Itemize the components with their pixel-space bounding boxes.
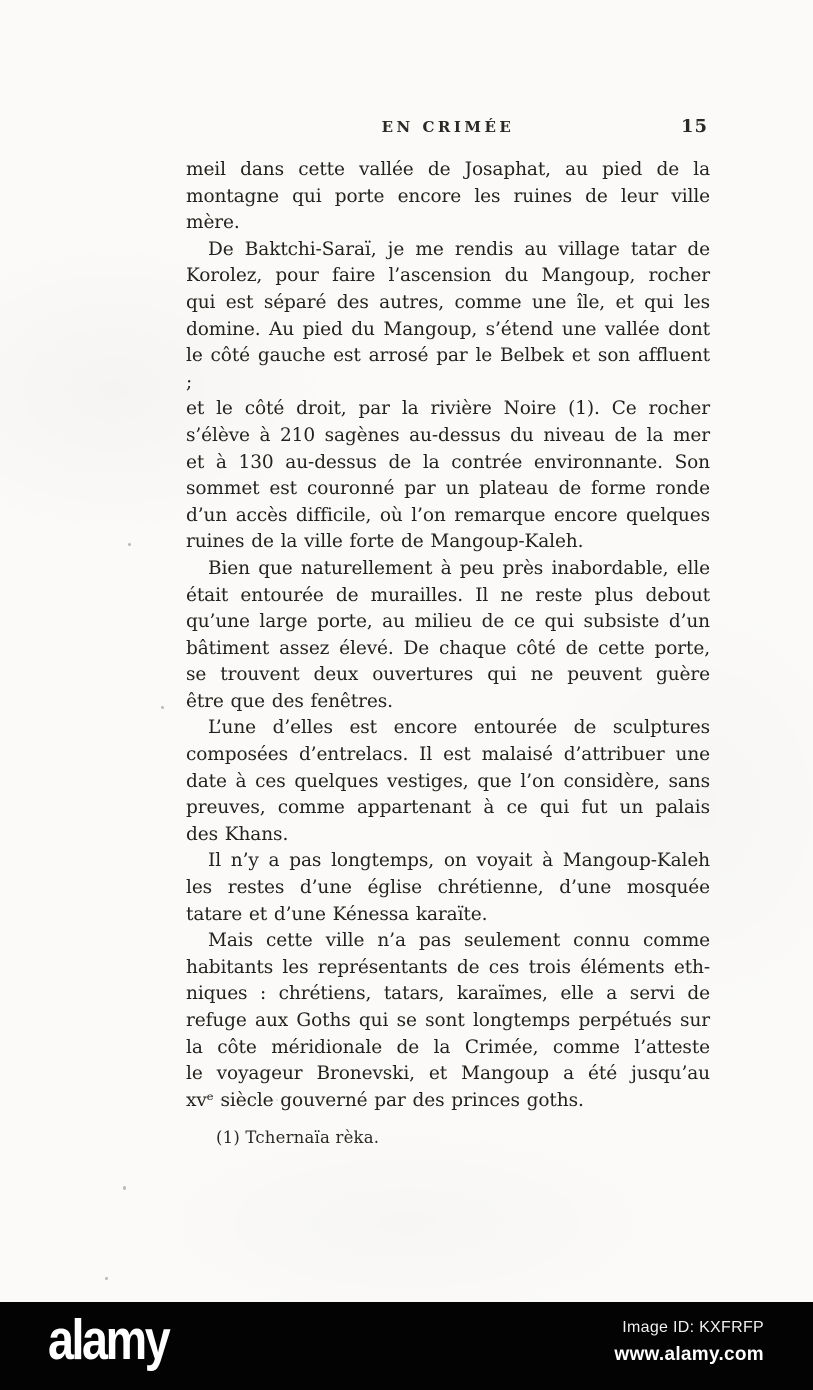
text-line: xvᵉ siècle gouverné par des princes goths.: [186, 1089, 584, 1111]
text-line: L’une d’elles est encore entourée de sculptures: [208, 717, 710, 739]
footnote: (1) Tchernaïa rèka.: [216, 1128, 380, 1147]
text-line: était entourée de murailles. Il ne reste plus debout: [186, 584, 710, 606]
text-line: être que des fenêtres.: [186, 690, 393, 712]
text-line: composées d’entrelacs. Il est malaisé d’attribuer une: [186, 744, 710, 766]
text-line: mère.: [186, 212, 240, 234]
text-line: De Baktchi-Saraï, je me rendis au village tatar de: [208, 238, 710, 260]
text-line: bâtiment assez élevé. De chaque côté de cette porte,: [186, 637, 710, 659]
text-line: refuge aux Goths qui se sont longtemps perpétués sur: [186, 1010, 710, 1031]
text-line: qu’une large porte, au milieu de ce qui subsiste d’un: [186, 611, 710, 633]
text-line: Bien que naturellement à peu près inabordable, elle: [208, 557, 710, 579]
text-line: s’élève à 210 sagènes au-dessus du niveau de la mer: [186, 424, 710, 446]
body-text: [186, 157, 710, 1114]
watermark-bar: [0, 1302, 813, 1390]
text-line: le côté gauche est arrosé par le Belbek et son affluent ;: [186, 345, 710, 393]
running-header-title: EN CRIMÉE: [381, 118, 515, 136]
scan-speck: [105, 1277, 108, 1280]
page-number: 15: [680, 116, 708, 137]
text-line: Korolez, pour faire l’ascension du Mangoup, rocher: [186, 265, 710, 287]
text-line: la côte méridionale de la Crimée, comme l’atteste: [186, 1036, 710, 1058]
scan-speck: [128, 543, 131, 546]
text-line: tatare et d’une Kénessa karaïte.: [186, 903, 488, 925]
scan-speck: [123, 1186, 126, 1190]
text-line: les restes d’une église chrétienne, d’une mosquée: [186, 877, 710, 899]
watermark-info: [614, 1319, 764, 1366]
footnote-separator-smudge: [220, 1099, 278, 1101]
text-line: niques : chrétiens, tatars, karaïmes, elle a servi de: [186, 983, 710, 1005]
text-line: et à 130 au-dessus de la contrée environnante. Son: [186, 451, 710, 473]
text-line: Il n’y a pas longtemps, on voyait à Mangoup-Kaleh: [208, 850, 710, 872]
alamy-url-text: www.alamy.com: [614, 1344, 764, 1365]
text-line: montagne qui porte encore les ruines de leur ville: [186, 185, 710, 207]
running-header: [186, 118, 710, 138]
image-id-text: Image ID: KXFRFP: [622, 1319, 764, 1336]
text-line: date à ces quelques vestiges, que l’on considère, sans: [186, 770, 710, 792]
text-line: des Khans.: [186, 823, 289, 845]
text-line: sommet est couronné par un plateau de forme ronde: [186, 478, 710, 500]
text-line: se trouvent deux ouvertures qui ne peuvent guère: [186, 664, 710, 686]
text-line: habitants les représentants de ces trois éléments eth-: [186, 956, 710, 978]
text-line: domine. Au pied du Mangoup, s’étend une vallée dont: [186, 318, 710, 340]
scan-speck: [161, 706, 164, 709]
text-line: Mais cette ville n’a pas seulement connu comme: [208, 930, 710, 952]
text-line: qui est séparé des autres, comme une île, et qui les: [186, 291, 710, 313]
text-line: le voyageur Bronevski, et Mangoup a été jusqu’au: [186, 1063, 710, 1085]
text-line: d’un accès difficile, où l’on remarque encore quelques: [186, 504, 710, 526]
text-line: et le côté droit, par la rivière Noire (1). Ce rocher: [186, 398, 710, 420]
text-line: meil dans cette vallée de Josaphat, au pied de la: [186, 159, 710, 180]
text-line: ruines de la ville forte de Mangoup-Kaleh.: [186, 531, 584, 553]
alamy-logo: alamy: [48, 1308, 169, 1372]
text-line: preuves, comme appartenant à ce qui fut un palais: [186, 797, 710, 819]
